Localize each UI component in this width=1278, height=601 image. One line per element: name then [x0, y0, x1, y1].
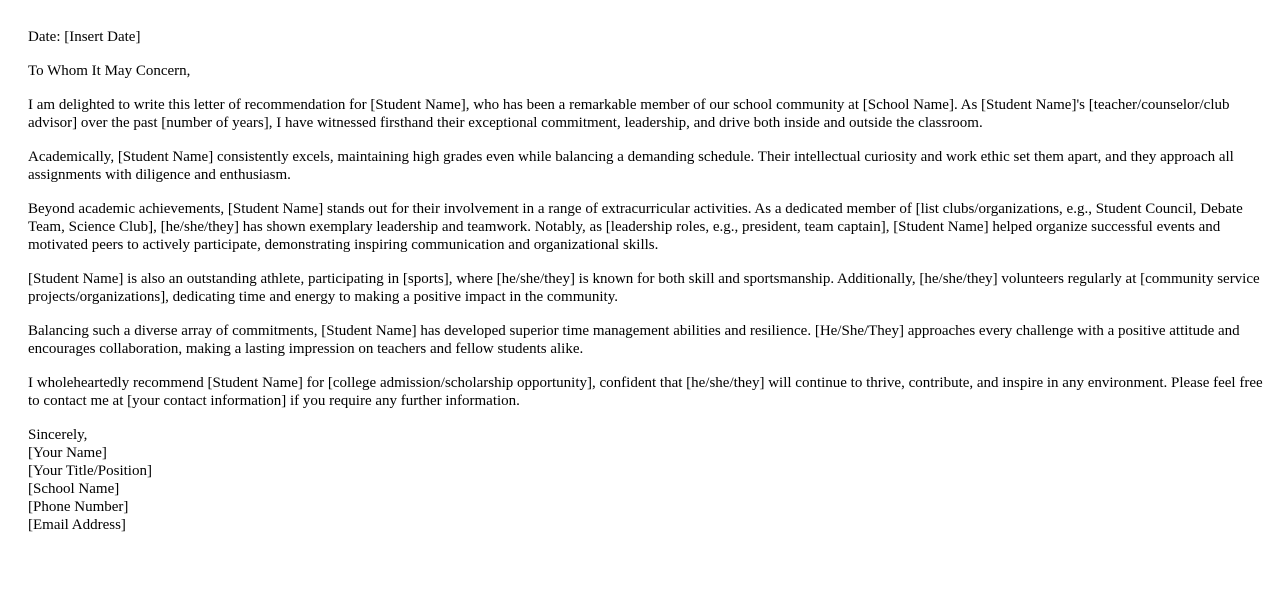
paragraph-extracurricular: Beyond academic achievements, [Student Name] stands out for their involvement in a range of extracurricular activities. As a dedicated member of [list clubs/organizations, e.g., Student Council, Debate Team, Science Club], [he/she/they] has shown exemplary leadership and teamwork. Notably, as [leadership roles, e.g., president, team captain], [Student Name] helped organize successful events and motivated peers to actively participate, demonstrating inspiring communication and organizational skills.: [28, 201, 1243, 253]
letter-salutation: To Whom It May Concern,: [28, 63, 191, 79]
signature-phone: [Phone Number]: [28, 499, 129, 515]
closing: Sincerely,: [28, 427, 88, 443]
signature-email: [Email Address]: [28, 517, 126, 533]
recommendation-letter: [28, 28, 1268, 534]
paragraph-introduction: I am delighted to write this letter of recommendation for [Student Name], who has been a remarkable member of our school community at [School Name]. As [Student Name]'s [teacher/counselor/club advisor] over the past [number of years], I have witnessed firsthand their exceptional commitment, leadership, and drive both inside and outside the classroom.: [28, 97, 1230, 131]
signature-school: [School Name]: [28, 481, 120, 497]
paragraph-athletics-volunteering: [Student Name] is also an outstanding athlete, participating in [sports], where [he/she/they] is known for both skill and sportsmanship. Additionally, [he/she/they] volunteers regularly at [community service projects/organizations], dedicating time and energy to making a positive impact in the community.: [28, 271, 1260, 305]
signature-block: [28, 426, 1268, 534]
signature-title: [Your Title/Position]: [28, 463, 152, 479]
paragraph-character: Balancing such a diverse array of commitments, [Student Name] has developed superior time management abilities and resilience. [He/She/They] approaches every challenge with a positive attitude and encourages collaboration, making a lasting impression on teachers and fellow students alike.: [28, 323, 1240, 357]
letter-date: Date: [Insert Date]: [28, 29, 141, 45]
paragraph-recommendation: I wholeheartedly recommend [Student Name] for [college admission/scholarship opportunity], confident that [he/she/they] will continue to thrive, contribute, and inspire in any environment. Please feel free to contact me at [your contact information] if you require any further information.: [28, 375, 1263, 409]
paragraph-academics: Academically, [Student Name] consistently excels, maintaining high grades even while balancing a demanding schedule. Their intellectual curiosity and work ethic set them apart, and they approach all assignments with diligence and enthusiasm.: [28, 149, 1234, 183]
signature-name: [Your Name]: [28, 445, 107, 461]
